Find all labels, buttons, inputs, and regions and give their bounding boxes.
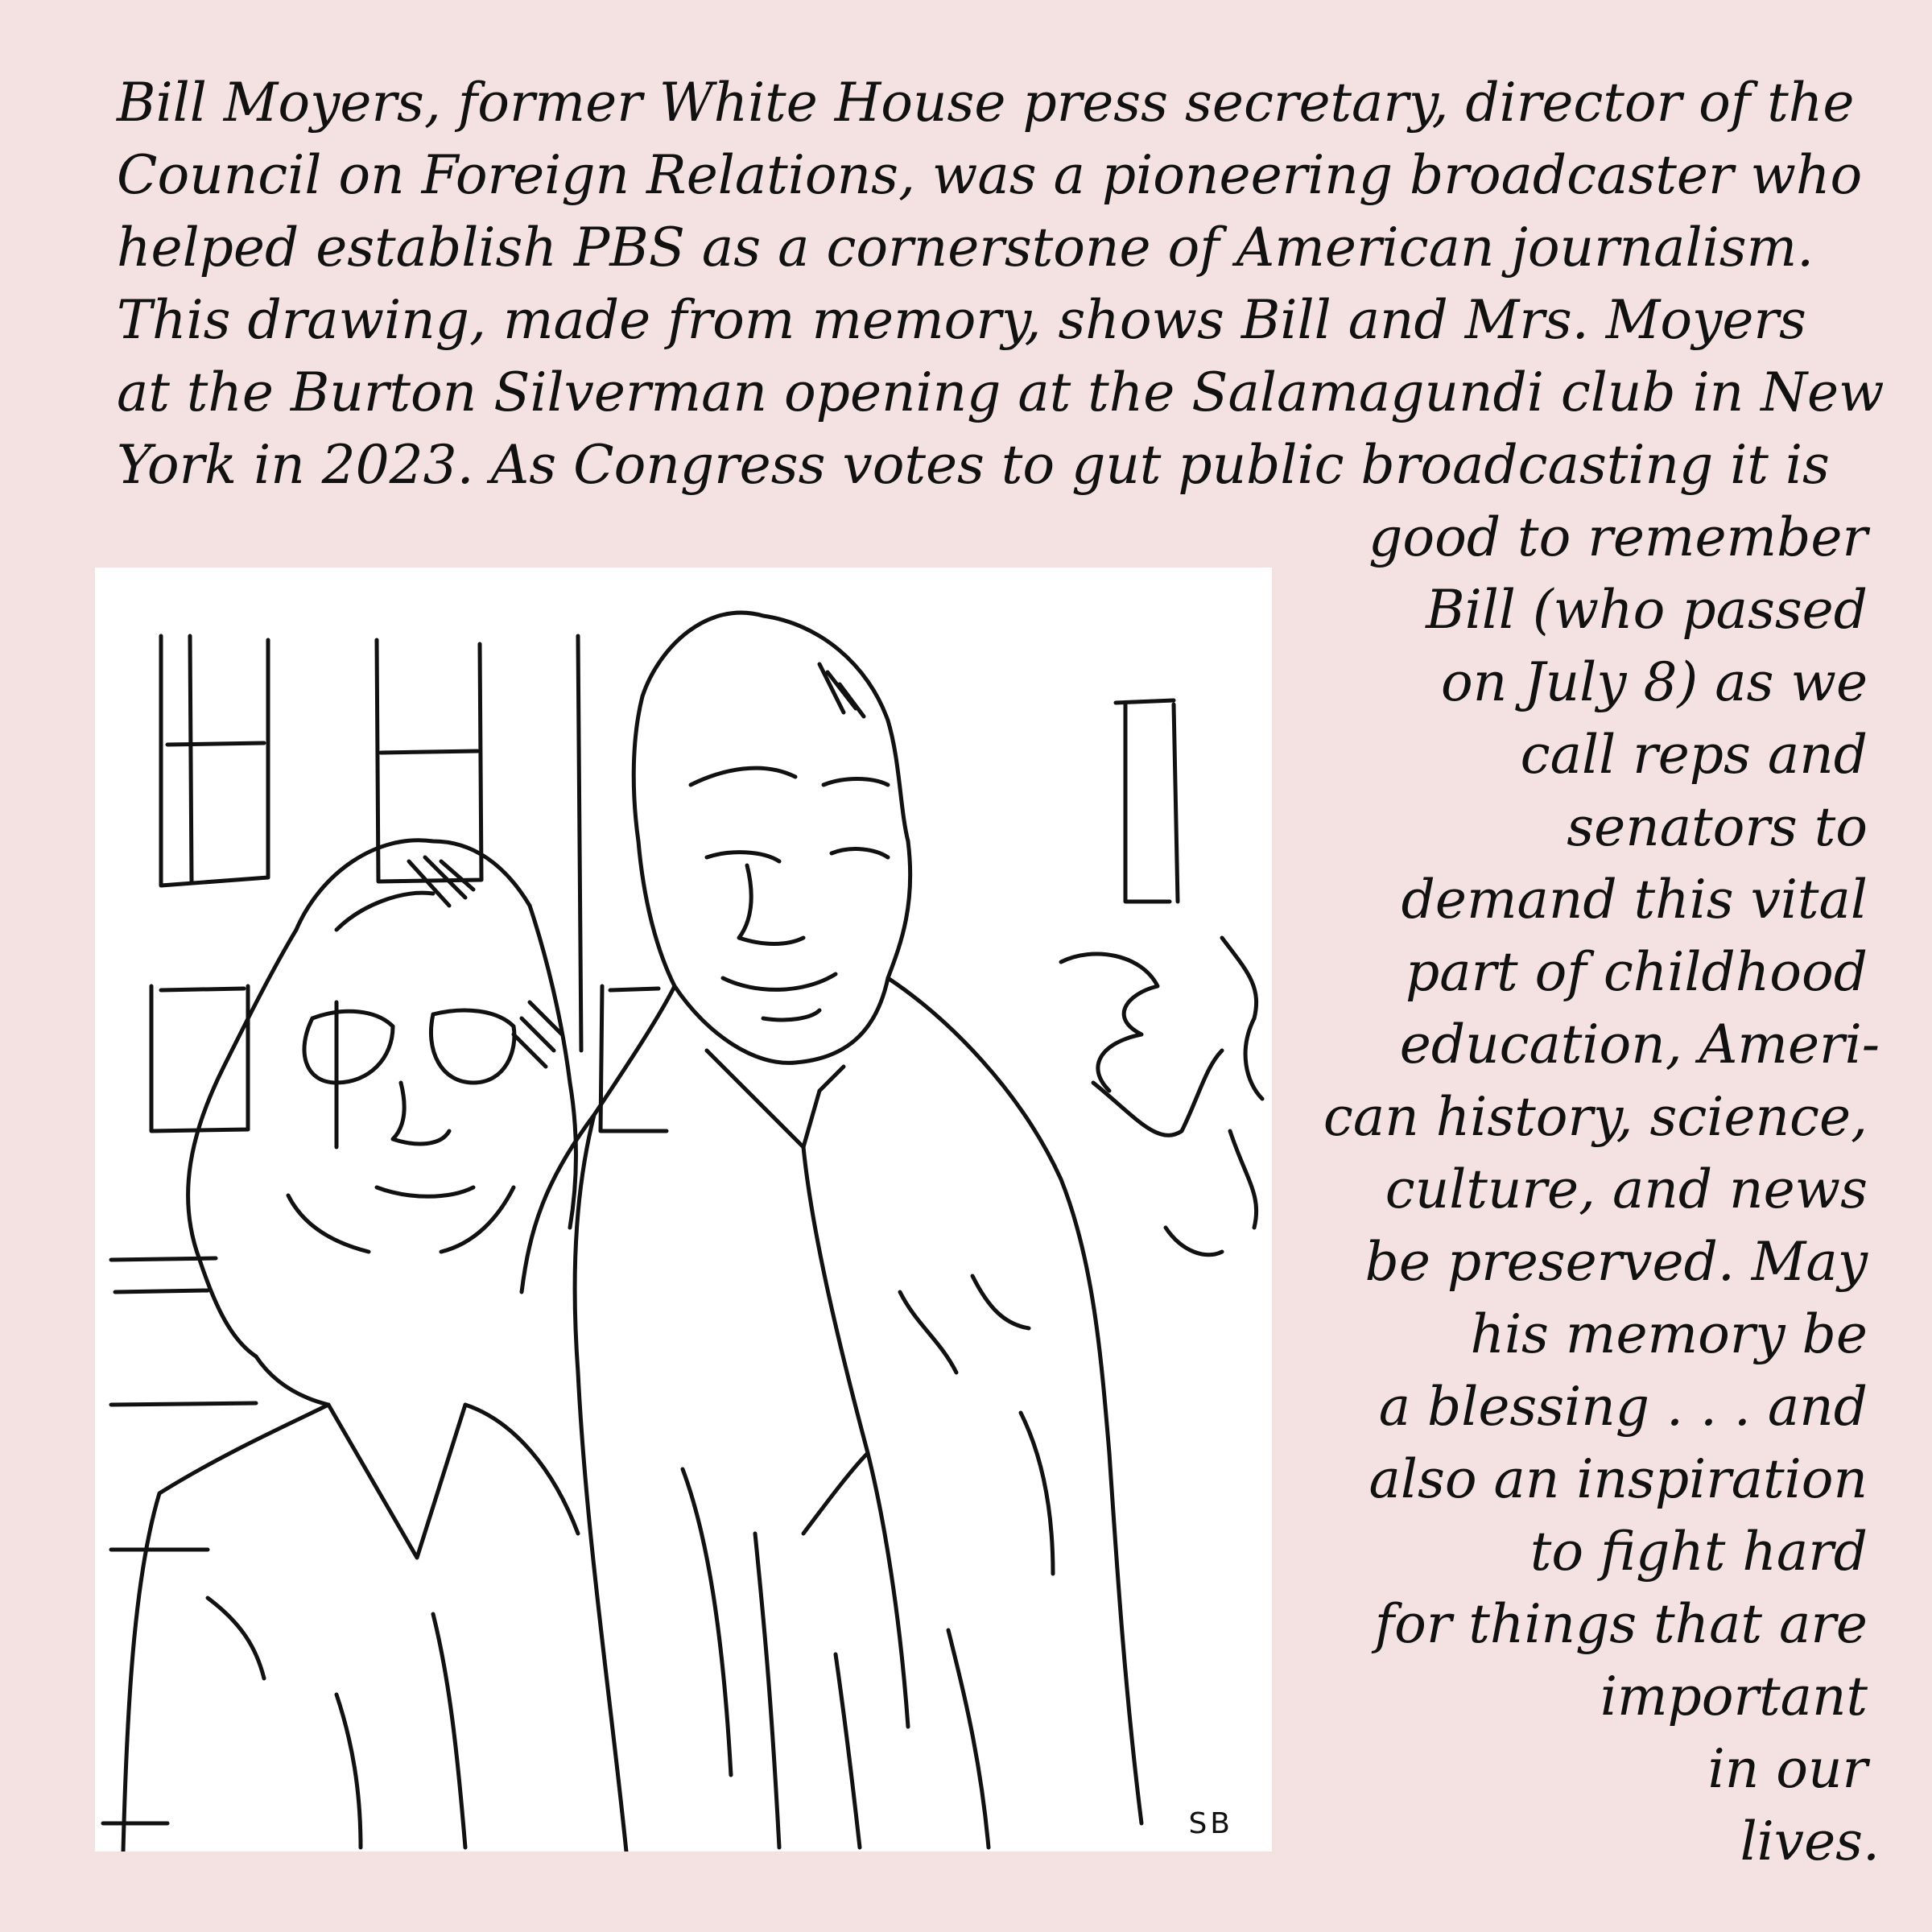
side-line: education, Ameri- bbox=[1399, 1013, 1880, 1075]
artist-signature: SB bbox=[1188, 1807, 1233, 1840]
side-line: in our bbox=[1707, 1738, 1868, 1800]
side-line: demand this vital bbox=[1401, 869, 1868, 931]
side-line: Bill (who passed bbox=[1426, 579, 1868, 641]
side-line: culture, and news bbox=[1385, 1158, 1868, 1220]
side-line: part of childhood bbox=[1406, 941, 1868, 1003]
intro-line: This drawing, made from memory, shows Bill and Mrs. Moyers bbox=[117, 289, 1806, 351]
portrait-drawing bbox=[95, 568, 1272, 1852]
intro-line: Council on Foreign Relations, was a pioneering broadcaster who bbox=[117, 144, 1863, 206]
intro-line: helped establish PBS as a cornerstone of American journalism. bbox=[117, 217, 1814, 279]
intro-line: Bill Moyers, former White House press secretary, director of the bbox=[117, 72, 1855, 134]
side-line: be preserved. May bbox=[1364, 1231, 1868, 1293]
intro-line: at the Burton Silverman opening at the Salamagundi club in New bbox=[117, 361, 1885, 423]
side-line: his memory be bbox=[1470, 1303, 1868, 1365]
intro-line: York in 2023. As Congress votes to gut public broadcasting it is bbox=[117, 434, 1830, 496]
side-line: for things that are bbox=[1374, 1593, 1868, 1655]
man-figure bbox=[522, 613, 1141, 1852]
side-line: good to remember bbox=[1368, 506, 1868, 568]
side-line: also an inspiration bbox=[1368, 1448, 1868, 1510]
background-windows bbox=[103, 636, 1178, 1823]
woman-figure bbox=[123, 840, 578, 1852]
side-line: senators to bbox=[1567, 796, 1868, 858]
side-line: a blessing . . . and bbox=[1378, 1376, 1868, 1438]
side-line: to fight hard bbox=[1530, 1521, 1868, 1583]
side-line: can history, science, bbox=[1323, 1086, 1868, 1148]
side-line: important bbox=[1600, 1666, 1868, 1728]
line-drawing-illustration bbox=[95, 568, 1272, 1852]
side-line: call reps and bbox=[1520, 724, 1868, 786]
side-line: on July 8) as we bbox=[1440, 651, 1868, 713]
side-line: lives. bbox=[1740, 1810, 1880, 1872]
background-plant bbox=[1061, 938, 1262, 1255]
